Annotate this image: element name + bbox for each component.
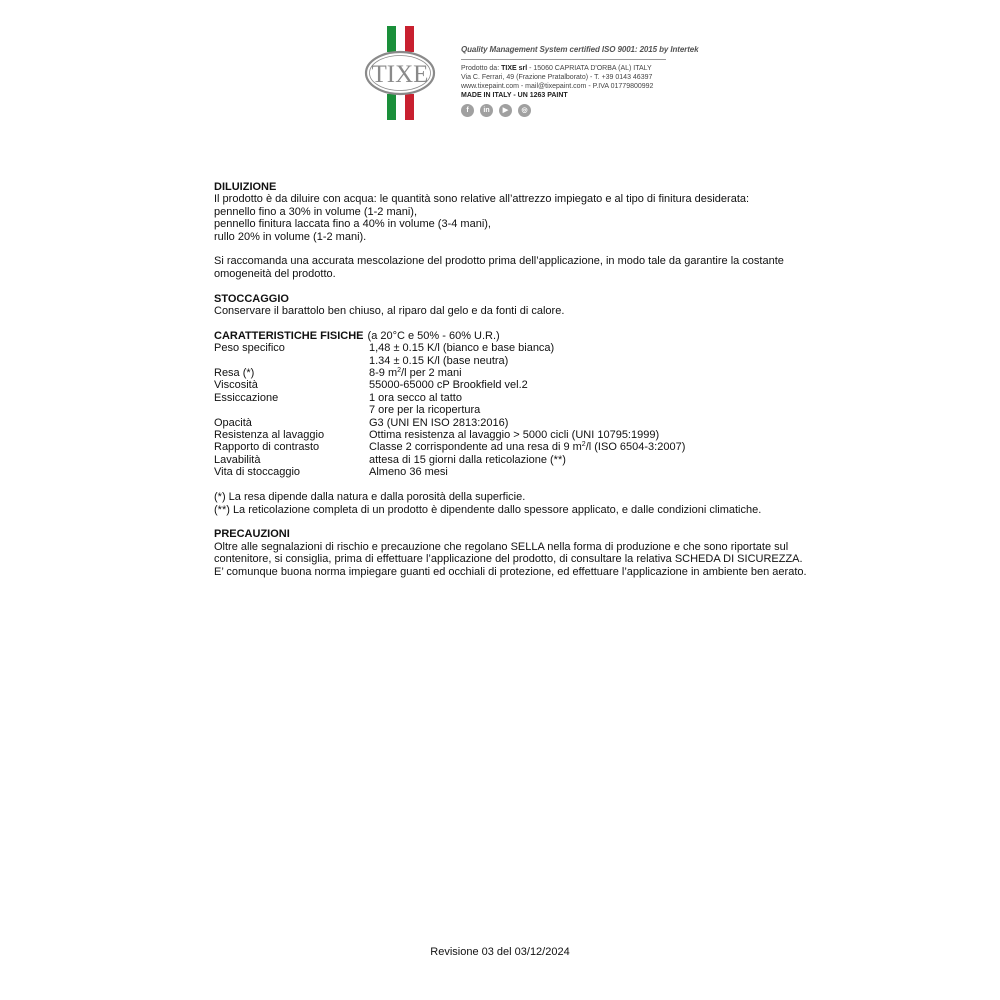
linkedin-icon[interactable]: in (480, 104, 493, 117)
producer-location: - 15060 CAPRIATA D'ORBA (AL) ITALY (527, 65, 652, 72)
precauzioni-heading: PRECAUZIONI (214, 528, 290, 541)
prop-value (369, 441, 685, 453)
prop-label: Resistenza al lavaggio (214, 429, 325, 442)
prop-label: Resa (*) (214, 367, 255, 380)
section-precauzioni (214, 528, 807, 578)
note-line: (**) La reticolazione completa di un prodotto è dipendente dallo spessore applicato, e dalle condizioni climatiche. (214, 503, 762, 516)
prop-row-rapporto (214, 441, 804, 453)
youtube-icon[interactable]: ▶ (499, 104, 512, 117)
section-stoccaggio (214, 293, 804, 318)
stoccaggio-line: Conservare il barattolo ben chiuso, al riparo dal gelo e da fonti di calore. (214, 305, 565, 318)
mescolazione-line: omogeneità del prodotto. (214, 267, 336, 280)
producer-line (461, 64, 721, 73)
prop-label: Lavabilità (214, 453, 261, 466)
diluizione-line: rullo 20% in volume (1-2 mani). (214, 230, 367, 243)
stoccaggio-heading: STOCCAGGIO (214, 292, 289, 305)
flag-white-bottom (396, 94, 405, 120)
company-info (461, 45, 721, 117)
flag-green-top (387, 26, 396, 52)
producer-prefix: Prodotto da: (461, 65, 502, 72)
note-line: (*) La resa dipende dalla natura e dalla porosità della superficie. (214, 491, 526, 504)
prop-label: Opacità (214, 416, 252, 429)
prop-label: Peso specifico (214, 342, 285, 355)
tixe-logo-graphic (364, 26, 452, 120)
prop-row-lavabilita (214, 454, 804, 466)
precauzioni-line: E’ comunque buona norma impiegare guanti ed occhiali di protezione, ed effettuare l’applicazione in ambiente ben aerato. (214, 565, 807, 578)
prop-value: 1,48 ± 0.15 K/l (bianco e base bianca) (369, 342, 555, 355)
caratteristiche-heading: CARATTERISTICHE FISICHE (214, 329, 364, 342)
flag-green-bottom (387, 94, 396, 120)
section-diluizione (214, 181, 804, 243)
prop-row-essiccazione (214, 392, 804, 404)
revision-footer: Revisione 03 del 03/12/2024 (430, 946, 570, 958)
prop-row-vita (214, 466, 804, 478)
prop-row-peso (214, 342, 804, 354)
header-divider (461, 59, 666, 60)
prop-row-resistenza (214, 429, 804, 441)
prop-value: Ottima resistenza al lavaggio > 5000 cicli (UNI 10795:1999) (369, 429, 660, 442)
section-note (214, 491, 804, 516)
made-in-line: MADE IN ITALY - UN 1263 PAINT (461, 92, 568, 99)
prop-value: 55000-65000 cP Brookfield vel.2 (369, 379, 528, 392)
diluizione-line: pennello finitura laccata fino a 40% in volume (3-4 mani), (214, 218, 491, 231)
caratteristiche-heading-row (214, 330, 804, 342)
instagram-icon[interactable]: ◎ (518, 104, 531, 117)
quality-certification: Quality Management System certified ISO 9001: 2015 by Intertek (461, 45, 699, 54)
prop-label: Rapporto di contrasto (214, 441, 320, 454)
facebook-icon[interactable]: f (461, 104, 474, 117)
section-caratteristiche (214, 330, 804, 479)
rapporto-value-part: Classe 2 corrispondente ad una resa di 9 m (369, 441, 582, 454)
precauzioni-line: contenitore, si consiglia, prima di effettuare l’applicazione del prodotto, di consultare la relativa SCHEDA DI SICUREZZA. (214, 553, 803, 566)
logo-text: TIXE (371, 61, 429, 88)
prop-row-viscosita (214, 379, 804, 391)
prop-value: 7 ore per la ricopertura (369, 404, 481, 417)
prop-row-opacita (214, 417, 804, 429)
mescolazione-line: Si raccomanda una accurata mescolazione del prodotto prima dell’applicazione, in modo tale da garantire la costante (214, 255, 784, 268)
prop-label: Viscosità (214, 379, 258, 392)
prop-label-empty (214, 404, 369, 416)
prop-value: 1 ora secco al tatto (369, 391, 462, 404)
rapporto-value-sup: 2 (581, 441, 586, 449)
address-line: Via C. Ferrari, 49 (Frazione Pratalborato) - T. +39 0143 46397 (461, 74, 653, 81)
producer-name: TIXE srl (501, 65, 528, 72)
flag-red-bottom (405, 94, 414, 120)
prop-value: attesa di 15 giorni dalla reticolazione (**) (369, 453, 566, 466)
tixe-logo (364, 26, 452, 120)
diluizione-line: Il prodotto è da diluire con acqua: le quantità sono relative all’attrezzo impiegato e al tipo di finitura desiderata: (214, 193, 750, 206)
caratteristiche-condition: (a 20°C e 50% - 60% U.R.) (367, 329, 500, 342)
resa-value-sup: 2 (397, 367, 402, 375)
web-line: www.tixepaint.com - mail@tixepaint.com - P.IVA 01779800992 (461, 83, 654, 90)
flag-white-top (396, 26, 405, 52)
flag-red-top (405, 26, 414, 52)
prop-value: G3 (UNI EN ISO 2813:2016) (369, 416, 509, 429)
prop-value: 1.34 ± 0.15 K/l (base neutra) (369, 354, 509, 367)
social-links (461, 104, 721, 117)
prop-row-essiccazione-2 (214, 404, 804, 416)
section-mescolazione (214, 255, 804, 280)
rapporto-value-part: /l (ISO 6504-3:2007) (585, 441, 686, 454)
resa-value-part: 8-9 m (369, 367, 398, 380)
diluizione-heading: DILUIZIONE (214, 181, 277, 193)
prop-row-resa (214, 367, 804, 379)
prop-row-peso-2 (214, 355, 804, 367)
resa-value-part: /l per 2 mani (401, 367, 462, 380)
prop-value: Almeno 36 mesi (369, 466, 448, 479)
precauzioni-line: Oltre alle segnalazioni di rischio e precauzione che regolano SELLA nella forma di produzione e che sono riportate sul (214, 540, 789, 553)
datasheet-body (214, 181, 807, 590)
prop-label: Essiccazione (214, 391, 279, 404)
prop-label-empty (214, 355, 369, 367)
diluizione-line: pennello fino a 30% in volume (1-2 mani), (214, 205, 418, 218)
prop-value (369, 367, 462, 379)
prop-label: Vita di stoccaggio (214, 466, 301, 479)
